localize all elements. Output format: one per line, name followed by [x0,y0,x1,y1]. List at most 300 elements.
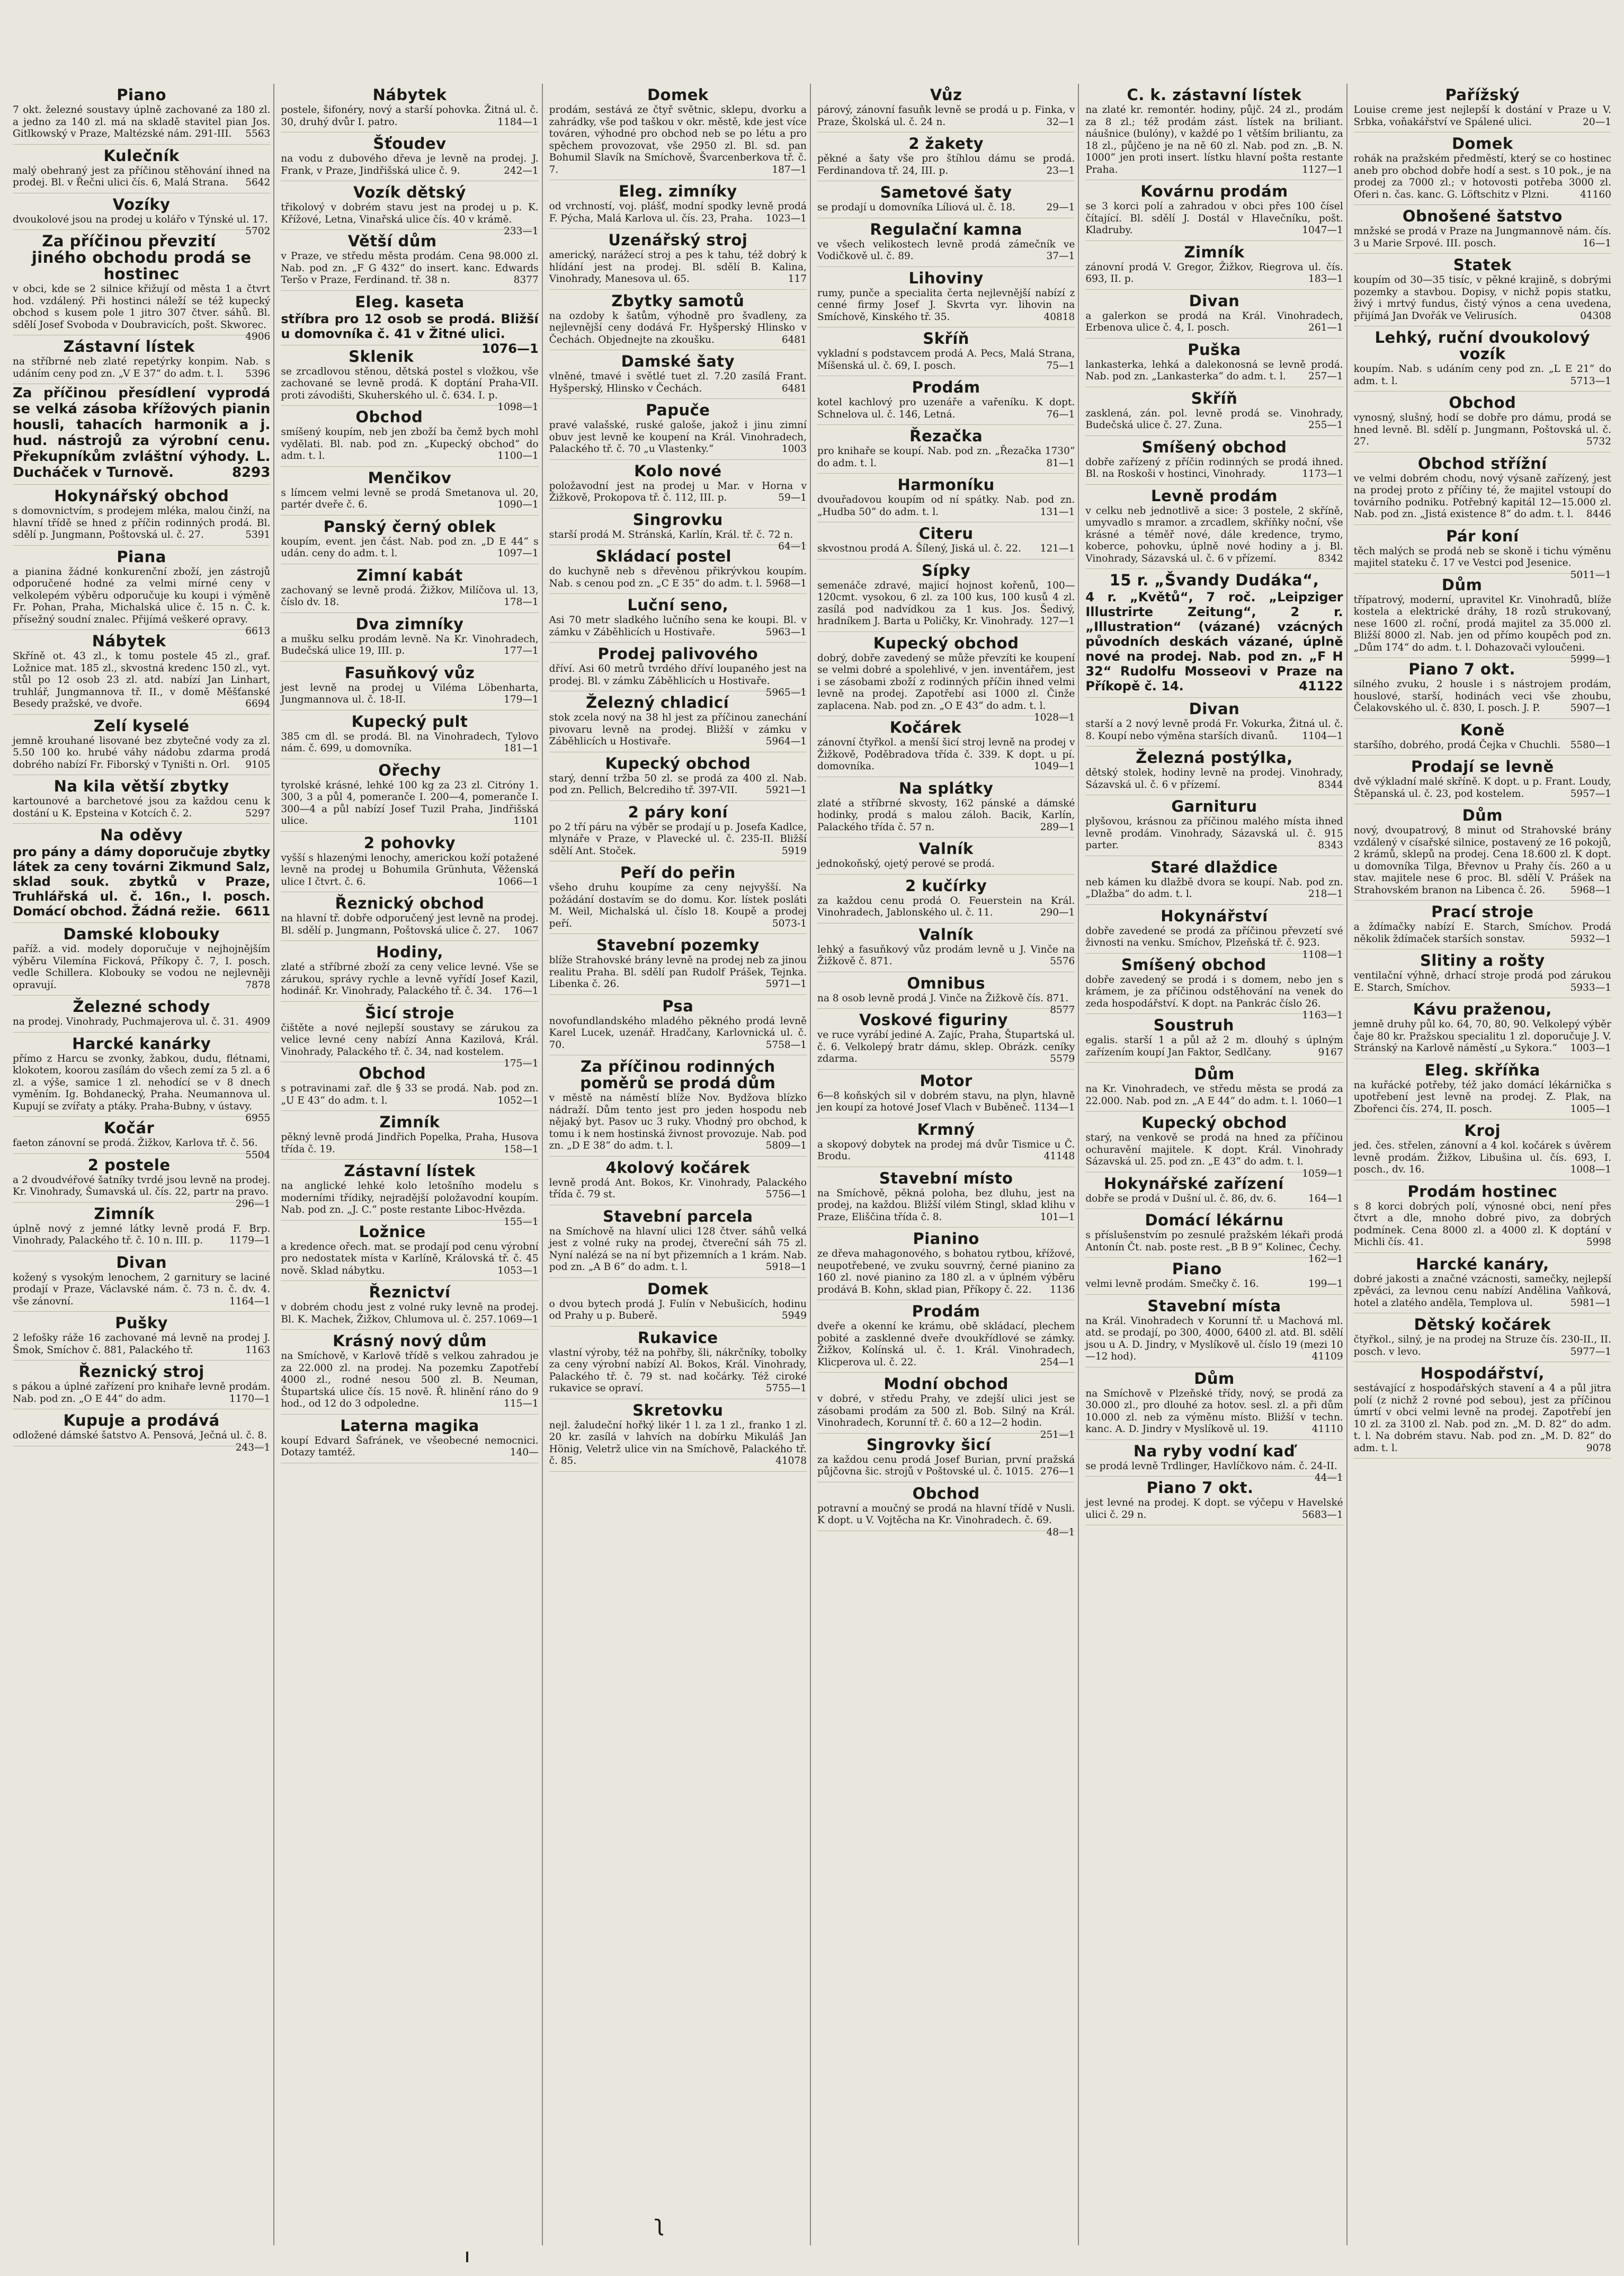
ad-text-block [13,356,270,380]
classified-ad [1085,339,1343,387]
ad-text-block [549,955,807,991]
ad-text-block [281,202,539,237]
classified-ad [549,545,807,594]
ad-body: blíže Strahovské brány levně na prodej neb za jinou realitu Praha. Bl. sdělí pan Rudolf Prášek, Tejnka. Libenka č. 26. [549,955,807,990]
ad-number: 162—1 [1308,1253,1343,1265]
classified-ad [281,1002,539,1069]
classified-ad [13,1203,270,1251]
ad-body: zánovní prodá V. Gregor, Žižkov, Riegrova ul. čís. 693, II. p. [1085,261,1343,284]
classified-ad [549,801,807,862]
ad-body: v dobré, v středu Prahy, ve zdejší ulici jest se zásobami prodám za 500 zl. Bob. Silný na Král. Vinohradech, Korunní tř. č. 60 a 12—2 hodin. [817,1393,1075,1428]
ad-number: 1098—1 [497,402,539,413]
ad-text-block [549,1299,807,1322]
ad-body: na prodej. Vinohrady, Puchmajerova ul. č. 31. [13,1016,239,1027]
classified-ad [281,467,538,515]
ad-body: a 2 dvoudvéřové šatníky tvrdé jsou levně na prodej. Kr. Vinohrady, Šumavská ul. čís. 22, partr na pravo. [13,1174,271,1197]
ad-heading: Nábytek [372,86,447,104]
ad-body: a mušku selku prodám levně. Na Kr. Vinohradech, Budečská ulice 19, III. p. [281,633,539,656]
classified-ad [281,230,538,291]
classified-ad [1085,241,1343,290]
ad-text-block [13,1272,270,1308]
ad-text-block [817,1393,1075,1441]
classified-ad [13,230,271,342]
ad-number: 5981—1 [1570,1297,1611,1309]
ad-body: na stříbrné neb zlaté repetýrky konpim. Nab. s udáním ceny pod zn. „V E 37“ do adm. t. l. [13,356,271,379]
ad-body: těch malých se prodá neb se skoně i tichu výměnu majitel stateku č. 17 ve Vestci pod Jesenice. [1353,545,1611,568]
classified-ad [549,643,807,698]
ad-number: 1066—1 [497,876,539,887]
classified-ad [1354,658,1611,719]
classified-ad [1354,1180,1611,1253]
ad-body: na Kr. Vinohradech, ve středu města se prodá za 22.000. Nab. pod zn. „A E 44“ do adm. t. l. [1085,1083,1343,1107]
ad-text-block [281,585,538,609]
classified-ad [817,972,1075,1016]
ad-text-block [281,366,539,413]
ad-heading: Stavební pozemky [596,936,760,954]
ad-heading: 2 žakety [908,135,984,153]
ad-heading: Prodají se levně [1411,758,1554,776]
ad-text-block [817,944,1075,968]
ad-body: dobře se prodá v Dušní ul. č. 86, dv. 6. [1085,1193,1277,1204]
ad-body: párový, zánovní fasuňk levně se prodá u p. Finka, v Praze, Školská ul. č. 24 n. [817,104,1075,128]
ad-body: na kuřácké potřeby, též jako domácí lékárnička s upotřebení jest levně na prodej. Z. Plak, na Zbořenci čís. 274, II. posch. [1353,1079,1611,1115]
ad-number: 131—1 [1040,506,1075,518]
ad-number: 5971—1 [765,979,807,990]
ad-heading: Smíšený obchod [1121,955,1266,974]
ad-text-block [817,798,1075,834]
ad-text-block [1085,590,1343,694]
ad-number: 179—1 [504,694,539,705]
classified-ad [1085,1258,1343,1295]
ad-body: a ždímačky nabízí E. Starch, Smíchov. Prodá několik ždímaček starších sonstav. [1353,921,1611,945]
ad-number: 1104—1 [1302,730,1343,742]
ad-number: 5963—1 [765,626,807,638]
ad-body: s pákou a úplné zařízení pro knihaře levně prodám. Nab. pod zn. „O E 44“ do adm. [13,1381,271,1404]
ad-body: s potravinami zař. dle § 33 se prodá. Nab. pod zn. „U E 43“ do adm. t. l. [281,1083,539,1106]
ad-body: starší prodá M. Stránská, Karlín, Král. tř. č. 72 n. [549,529,793,540]
ad-text-block [1085,1132,1343,1179]
classified-ad [817,838,1075,875]
ad-heading: Soustruh [1153,1016,1234,1034]
ad-heading: Voskové figuriny [859,1011,1009,1029]
ad-body: s příslušenstvím po zesnulé pražském lékaři prodá Antonín Čt. nab. poste rest. „B B 9“ Kolinec, Čechy. [1085,1230,1343,1253]
ad-heading: Piano [1172,1260,1222,1278]
ad-number: 41110 [1311,1424,1343,1435]
ad-heading: Prodej palivového [597,645,759,663]
ad-body: vynosný, slušný, hodí se dobře pro dámu, prodá se hned levně. Bl. sdělí p. Jungmann, Poštovská ul. č. 27. [1353,412,1611,447]
classified-ad [1085,905,1343,961]
ad-body: položavodní jest na prodej u Mar. v Horna v Žižkově, Prokopova tř. č. 112, III. p. [549,480,807,503]
ad-number: 1127—1 [1302,164,1343,175]
ad-body: na zlaté kr. remontér. hodiny, půjč. 24 zl., prodám za 8 zl.; též prodám zást. lístek na briliant. náušnice (bulóny), v každé po 1 větším briliantu, za 18 zl., půjčeno je na ně 60 zl. Nab. pod zn. „B. N. 1000“ jen proti insert. lístku hlavní pošta restante Praha. [1085,104,1343,175]
ad-text-block [1354,776,1611,800]
ad-body: starý, denní tržba 50 zl. se prodá za 400 zl. Nab. pod zn. Pellich, Belcrediho tř. 397-VII. [549,772,807,796]
ad-body: jednokoňský, ojetý perové se prodá. [817,858,995,869]
classified-ad [817,559,1075,632]
ad-text-block [13,283,271,342]
classified-ad [13,485,270,546]
ad-number: 1005—1 [1570,1103,1611,1115]
ad-text-block [281,1435,538,1459]
ad-heading: Prací stroje [1431,903,1534,921]
ad-heading: Obchod [359,1064,426,1082]
ad-body: pěkné a šaty vše pro štíhlou dámu se prodá. Ferdinandova tř. 24, III. p. [817,153,1075,176]
ad-number: 5921—1 [765,785,807,796]
ad-body: čtyřkol., silný, je na prodej na Struze čís. 230-II., II. posch. v levo. [1353,1334,1611,1357]
ad-body: 4 r. „Květů“, 7 roč. „Leipziger Illustrirte Zeitung“, 2 r. „Illustration“ (vázané) vzácných původních deskách vázané, úplně nové na prodej. Nab. pod zn. „F H 32“ Rudolfu Mosseovi v Praze na Příkopě č. 14. [1085,590,1343,694]
ad-number: 5957—1 [1570,788,1611,799]
ad-text-block [549,1092,807,1152]
classified-ad [281,1111,538,1160]
ad-body: kartounové a barchetové jsou za každou cenu k dostání u K. Epsteina v Kotcích č. 2. [13,796,271,819]
classified-ad [13,1154,271,1210]
classified-ad [1085,856,1343,905]
classified-ad [13,546,271,637]
ad-heading: Na splátky [898,779,994,797]
ad-heading: Kočár [103,1119,155,1137]
ad-heading: Zbytky samotů [611,291,745,310]
ad-number: 1076—1 [481,341,539,356]
classified-ad [1085,1295,1343,1367]
ad-body: na anglické lehké kolo letošního modelu s moderními třídiky, nejradější položavodní koupím. Nab. pod zn. „J. C.“ poste restante Liboc-Hvězda. [281,1180,539,1215]
ad-heading: Smíšený obchod [1141,438,1287,456]
ad-text-block [281,682,538,706]
ad-heading: Železná postýlka, [1136,749,1293,767]
ad-heading: Garnituru [1171,797,1257,815]
classified-ad [1354,132,1611,205]
ad-number: 1163 [245,1344,271,1356]
ad-body: dobře zavedený se prodá i s domem, nebo jen s krámem, je za příčinou odstěhování na venek do zeda hospodářství. K dopt. na Pankrác číslo 26. [1085,974,1343,1009]
ad-number: 1047—1 [1302,225,1343,236]
ad-heading: Harcké kanáry, [1415,1255,1549,1273]
ad-body: sestávající z hospodářských stavení a 4 a půl jitra polí (z nichž 2 rovné pod sebou), jest za příčinou úmrtí v obci velmi levně na prodej. Zapotřebí jen 10 zl. za 3100 zl. Nab. pod zn. „M. D. 82“ do adm. t. l. Na dobrém stavu. Nab. pod zn. „M. D. 82“ do adm. t. l. [1353,1383,1611,1454]
ad-body: kotel kachlový pro uzenáře a vařeníku. K dopt. Schnelova ul. č. 146, Letná. [817,397,1075,420]
ad-heading: Peří do peřin [620,864,736,882]
ad-text-block [281,913,538,937]
ad-number: 23—1 [1046,165,1075,176]
ad-number: 101—1 [1040,1211,1075,1223]
ad-number: 175—1 [504,1058,539,1069]
classified-ad [281,832,538,893]
ad-text-block [281,104,538,128]
ad-text-block [1085,1083,1343,1107]
ad-number: 9078 [1586,1442,1611,1454]
ad-body: Asi 70 metr sladkého lučního sena ke koupi. Bl. v zámku v Záběhlicích u Hostivaře. [549,615,807,638]
ad-text-block [13,505,270,541]
ad-body: novofundlandského mladého pěkného prodá levně Karel Lucek, uzenář. Hradčany, Karlovnická ul. č. 70. [549,1015,807,1051]
ad-heading: Singrovky šicí [866,1435,991,1454]
classified-ad [1085,180,1343,241]
ad-body: třípatrový, moderní, upravitel Kr. Vinohradů, blíže kostela a elektrické dráhy, 18 rozů strukovaný, nese 1600 zl. roční, prodá majitel za 35.000 zl. Bližší 8000 zl. Nab. jen od přímo koupěch pod zn. „Dům 174“ do adm. t. l. Dohazovači vyloučeni. [1353,594,1611,653]
classified-ad [281,181,539,237]
ad-number: 115—1 [504,1398,539,1409]
ad-heading: Kupecký pult [351,712,468,731]
ad-number: 8577 [1050,1004,1075,1016]
classified-ad [13,923,270,995]
classified-ad [817,218,1075,267]
classified-ad [281,613,538,662]
ad-number: 8344 [1318,779,1343,790]
ad-number: 1090—1 [497,499,539,510]
classified-ad [817,425,1075,474]
ad-number: 41078 [775,1455,807,1466]
classified-ad [1085,1112,1343,1179]
ad-heading: Železné schody [73,998,210,1016]
ad-number: 8446 [1586,509,1611,520]
ad-heading: Eleg. zimníky [619,182,737,200]
ad-body: na vodu z dubového dřeva je levně na prodej. J. Frank, v Praze, Jindřišská ulice č. 9. [281,153,539,176]
ad-body: na 8 osob levně prodá J. Vinče na Žižkově čís. 871. [817,992,1069,1004]
classified-ad [549,594,807,643]
ad-text-block [1354,1140,1611,1176]
ad-number: 158—1 [504,1143,539,1155]
ad-heading: Omnibus [907,974,985,992]
ad-text-block [1354,1019,1611,1055]
ad-body: dobře zařízený z příčin rodinných se prodá ihned. Bl. na Roskoši v hostinci, Vinohrady. [1085,456,1343,479]
ad-number: 9167 [1318,1046,1343,1058]
classified-ad [549,691,807,752]
ad-number: 75—1 [1046,360,1075,371]
ad-text-block [817,1029,1075,1065]
ad-number: 9105 [245,759,271,770]
ad-text-block [549,250,807,286]
classified-ad [817,923,1075,972]
ad-heading: Hodiny, [376,943,443,961]
ad-number: 5932—1 [1570,933,1611,945]
ad-number: 40818 [1043,311,1075,323]
ad-number: 5999—1 [1570,654,1611,665]
ad-heading: Harmoníku [897,476,995,494]
ad-number: 7878 [245,979,271,991]
ad-text-block [817,446,1075,469]
ad-heading: Levně prodám [1150,486,1278,505]
ad-heading: Na kila větší zbytky [53,777,229,795]
ad-body: s domovnictvím, s prodejem mléka, malou činží, na hlavní třídě se hned z příčin rodinných prodá. Bl. sdělí p. Jungmann, Poštovská ul. č. 27. [13,505,271,540]
ad-number: 199—1 [1308,1278,1343,1290]
ad-body: třikolový v dobrém stavu jest na prodej u p. K. Křížové, Letna, Vinařská ulice čís. 40 v krámě. [281,202,539,225]
ad-number: 5918—1 [765,1261,807,1273]
classified-ad [1353,525,1611,581]
classified-ad [13,1117,271,1161]
ad-heading: Papuče [646,401,710,419]
ad-body: na Smíchově v Plzeňské třídy, nový, se prodá za 30.000 zl., pro dlouhé za hotov. sesl. zl. a při dům 10.000 zl. neb za výměnu místo. Bližší v techn. kanc. A. D. Jindry v Myslíkově ul. 19. [1085,1388,1343,1435]
ad-text-block [549,310,807,346]
ad-body: paříž. a vid. modely doporučuje v nejhojnějším výběru Vilemína Ficková, Příkopy č. 7, I. posch. vedle Schillera. Klobouky se vodou ne nejlevněji opravují. [13,944,271,991]
ad-number: 1170—1 [229,1393,271,1404]
ad-heading: Skříň [923,330,969,348]
ad-number: 1069—1 [497,1313,539,1325]
ad-heading: Za příčinou převzití jiného obchodu prodá se hostinec [31,232,252,283]
ad-body: jed. čes. střelen, zánovní a 4 kol. kočárek s úvěrem levně prodám. Žižkov, Libušina ul. čís. 693, I. posch., dv. 16. [1353,1140,1611,1175]
ad-body: na Smíchově na hlavní ulici 128 čtver. sáhů velká jest z volné ruky na prodej, čtvereční sáh 75 zl. Nyní nalézá se na ní byt přizemních a 1 krám. Nab. pod zn. „A B 6“ do adm. t. l. [549,1225,807,1273]
ad-number: 5933—1 [1570,982,1611,993]
classified-ad [817,474,1075,522]
classified-ad [1085,1209,1343,1265]
ad-heading: Hospodářství, [1420,1364,1545,1382]
ad-body: vyšší s hlazenými lenochy, americkou koží potažené levně na prodej u Bohumila Grünhuta, Věženská ulice I čtvrt. č. 6. [281,852,539,887]
ad-heading: Dům [1462,806,1503,824]
ad-text-block [549,1177,807,1201]
ad-text-block [281,487,538,511]
ad-body: v městě na náměstí blíže Nov. Bydžova blízko nádraží. Dům tento jest pro jeden hospodu neb nějaký byt. Pasov uc 3 ruky. Vhodný pro obchod, k tomu i k nem hostinská živnost provozuje. Nab. pod zn. „D E 38“ do adm. t. l. [549,1092,807,1151]
classified-ad [281,662,538,710]
classified-ad [817,1070,1075,1118]
ad-text-block [281,962,538,998]
ad-text-block [817,494,1075,518]
ad-heading: 4kolový kočárek [605,1158,750,1177]
ad-heading: Menčikov [368,468,452,487]
ad-body: dveře a okenní ke krámu, obě skládací, plechem pobité a zasklenné dveře dvoukřídlové se zámky. Žižkov, Kolínská ul. č. 1. Král. Vinohradech, Klicperova ul. č. 22. [817,1321,1075,1368]
ad-body: faeton zánovní se prodá. Žižkov, Karlova tř. č. 56. [13,1137,258,1149]
classified-ad [1085,1367,1343,1440]
ad-heading: Damské klobouky [63,925,220,943]
ad-body: postele, šifonéry, nový a starší pohovka. Žitná ul. č. 30, druhý dvůr I. patro. [281,104,539,128]
classified-ad [549,995,807,1056]
ad-heading: Lehký, ruční dvoukolový vozík [1375,328,1591,363]
ad-body: rohák na pražském předměstí, který se co hostinec aneb pro obchod dobře hodí a sest. s 10 pok., je na prodej za 7000 zl.; v hotovosti potřeba 3000 zl. Oferi n. čas. kanc. G. Löftschitz v Plzni. [1353,153,1611,200]
ad-heading: Fasuňkový vůz [344,663,475,682]
ad-body: Skříně ot. 43 zl., k tomu postele 45 zl., graf. Ložnice mat. 185 zl., skvostná kredenc 150 zl., vyt. stůl po 12 osob 23 zl. atd. nabízí Jan Linhart, truhlář, Jungmannova tř. II., v domě Měšťanské Besedy pražské, ve dvoře. [13,651,271,709]
ad-body: na Smíchově, v Karlově třídě s velkou zahradou je za 22.000 zl. na prodej. Na pozemku Zapotřebí 4000 zl., rodné nesou 500 zl. B. Neuman, Štupartská ulice čís. 15 nově. Ř. hlinění ráno do 9 hod., od 12 do 3 odpoledne. [281,1350,539,1409]
ad-body: dobře zavedené se prodá za příčinou převzetí své živnosti na venku. Smíchov, Plzeňská tř. č. 923. [1085,925,1343,948]
ad-body: dvoukolové jsou na prodej u kolářo v Týnské ul. 17. [13,214,268,225]
ad-number: 41160 [1580,189,1611,200]
ad-number: 233—1 [504,226,539,237]
ad-text-block [817,992,1075,1016]
classified-ad [281,1415,538,1463]
ad-text-block [1085,359,1343,383]
ad-body: velmi levně prodám. Smečky č. 16. [1085,1278,1259,1290]
ad-text-block [281,1132,538,1155]
ad-body: 7 okt. železné soustavy úplně zachované za 180 zl. a jedno za 140 zl. má na skladě stavitel pian Jos. Gitlkowský v Praze, Maltézské nám. 291-III. [13,104,271,139]
ad-number: 187—1 [772,164,807,175]
ad-heading: Zimník [1184,243,1245,261]
classified-ad [549,752,807,801]
ad-heading: Obnošené šatstvo [1402,207,1563,225]
ad-body: se prodají u domovníka Líliová ul. č. 18. [817,202,1016,213]
classified-ad [13,1033,271,1124]
ad-number: 76—1 [1046,408,1075,420]
ad-heading: Valník [918,925,974,944]
ad-number: 254—1 [1040,1356,1075,1368]
ad-text-block [281,634,538,657]
ad-body: na hlavní tř. dobře odporučený jest levně na prodej. Bl. sdělí p. Jungmann, Poštovská ulice č. 27. [281,913,539,936]
ad-heading: Hokynářské zařízení [1103,1174,1284,1193]
ad-body: vykladní s podstavcem prodá A. Pecs, Malá Strana, Míšenská ul. č. 69, I. posch. [817,348,1075,371]
ad-number: 5977—1 [1570,1346,1611,1357]
ad-body: na ozdoby k šatům, výhodně pro švadleny, za nejlevnější ceny dodává Fr. Hyšperský Hlinsko v Čechách. Objednejte na zkoušku. [549,310,807,345]
classified-ad [13,630,270,715]
ad-heading: Prodám hostinec [1407,1182,1558,1201]
ad-number: 1067 [513,924,539,936]
ad-text-block [1354,1201,1611,1249]
classified-ad [817,522,1075,559]
ad-text-block [549,773,807,797]
ad-text-block [1085,1460,1343,1483]
classified-ad [549,934,807,995]
ad-text-block [817,288,1075,324]
ad-heading: Sípky [922,561,971,580]
ad-heading: Pár koní [1446,527,1519,545]
ad-text-block [1354,921,1611,945]
ad-body: úplně nový z jemné látky levně prodá F. Brp. Vinohrady, Palackého tř. č. 10 n. III. p. [13,1223,271,1246]
ad-number: 290—1 [1040,907,1075,918]
ad-heading: 2 pohovky [363,833,456,852]
ad-number: 5965—1 [765,687,807,698]
ad-heading: Kávu praženou, [1413,1000,1552,1018]
ad-text-block [817,397,1075,421]
ad-text-block [1354,412,1611,448]
ad-text-block [817,1502,1075,1538]
ad-number: 242—1 [504,165,539,176]
ad-text-block [281,1180,539,1228]
ad-number: 140— [510,1447,539,1458]
ad-text-block [817,104,1075,128]
ad-text-block [1085,408,1343,432]
ad-number: 5563 [245,128,271,139]
ad-text-block [1085,974,1343,1021]
ad-heading: Divan [1189,291,1240,310]
ad-text-block [13,1430,271,1453]
ads-column [278,84,542,2245]
ad-body: na Smíchově, pěkná poloha, bez dluhu, jest na prodej, na každou. Bližší vilém Stingl, sklad klihu v Praze, Eliščina třída č. 8. [817,1187,1075,1223]
ad-heading: Harcké kanárky [72,1034,211,1053]
ad-text-block [1085,457,1343,481]
ad-number: 276—1 [1040,1466,1075,1477]
ad-heading: Vozík dětský [353,183,466,201]
ad-body: koupím od 30—35 tisíc, v pěkné krajině, s dobrými pozemky a stavbou. Dopisy, v nichž popis statku, živý i mrtvý fundus, čistý výnos a cena uvedena, přijímá Jan Dvořák ve Velirusích. [1353,274,1611,322]
classified-ad [1353,574,1611,665]
ad-number: 16—1 [1583,237,1611,249]
classified-ad [1354,254,1611,326]
ads-column [1082,84,1347,2245]
ad-body: rumy, punče a specialita čerta nejlevnější nabízí z cenné firmy Josef J. Skvrta vyr. lihovin na Smíchově, Kinského tř. 35. [817,287,1075,323]
ad-body: stříbra pro 12 osob se prodá. Bližší u domovníka č. 41 v Žitné ulici. [281,311,539,341]
ad-text-block [1085,1278,1343,1291]
ad-number: 5297 [245,807,271,819]
ad-heading: Zelí kyselé [93,716,190,735]
classified-ad [817,1228,1075,1300]
ad-number: 5758—1 [765,1039,807,1051]
ad-body: dvě výkladní malé skříně. K dopt. u p. Frant. Loudy, Štěpanská ul. č. 23, pod kostelem. [1353,776,1611,799]
ad-number: 178—1 [504,597,539,608]
ad-body: semenáče zdravé, majicí hojnost kořenů, 100—120cmt. vysokou, 6 zl. za 100 kus, 100 kusů 4 zl. zasílá pod nadvídkou za 1 kus. Jos. Šedivý, hradníkem J. Barta u Poličky, Kr. Vinohrady. [817,580,1075,627]
classified-ad [549,290,807,351]
ad-text-block [13,1016,270,1028]
ad-body: jest levné na prodej. K dopt. se výčepu v Havelské ulici č. 29 n. [1085,1497,1343,1521]
ad-body: lehký a fasuňkový vůz prodám levně u J. Vinče na Žižkově č. 871. [817,944,1075,967]
ad-text-block [13,1223,270,1247]
ad-body: potravní a moučný se prodá na hlavní třídě v Nusli. K dopt. u V. Vojtěcha na Kr. Vinohradech. č. 69. [817,1502,1075,1526]
ad-heading: Prodám [912,378,980,396]
ad-text-block [549,712,807,748]
ad-heading: Dětský kočárek [1414,1315,1551,1333]
classified-ad [13,145,270,193]
ad-heading: Dům [1441,575,1483,594]
ads-column [10,84,274,2245]
classified-ad [1085,84,1343,180]
classified-ad [1085,1440,1343,1483]
ad-body: levně prodá Ant. Bokos, Kr. Vinohrady, Palackého třída č. 79 st. [549,1177,807,1200]
classified-ad [1354,755,1611,804]
ad-heading: Zimní kabát [356,566,463,584]
ads-column [546,84,811,2245]
ad-text-block [281,1241,538,1277]
ad-number: 155—1 [504,1216,539,1228]
ad-heading: Zimník [379,1113,440,1131]
ad-number: 20—1 [1583,116,1611,128]
ad-text-block [1354,274,1611,322]
